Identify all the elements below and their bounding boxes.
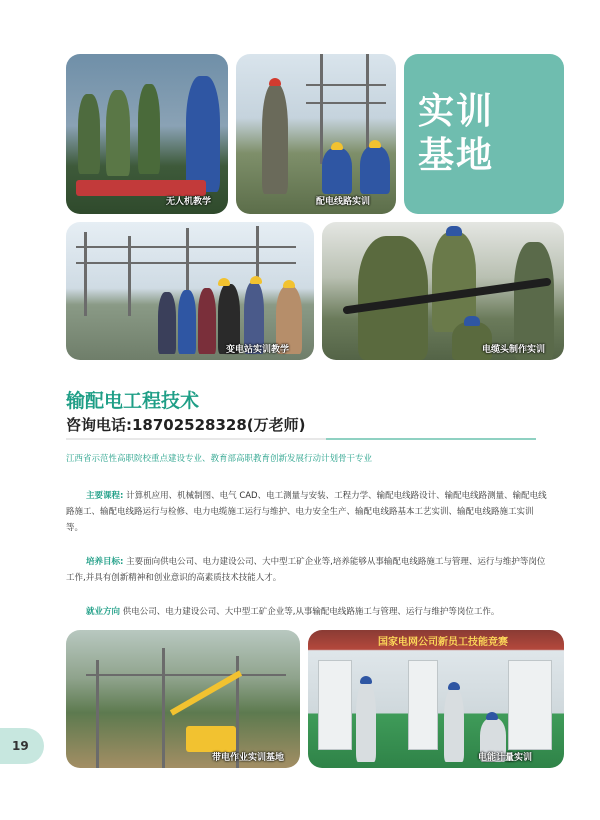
main-courses-label: 主要课程: [86, 491, 124, 501]
meter-cabinet [318, 660, 352, 750]
main-courses-paragraph [66, 488, 550, 536]
bucket-truck [186, 726, 236, 752]
photo-substation [66, 222, 314, 360]
employment-text: 供电公司、电力建设公司、大中型工矿企业等,从事输配电线路施工与管理、运行与维护等岗位工作。 [122, 607, 500, 617]
photo-caption: 电能计量实训 [478, 753, 533, 763]
meter-cabinet [508, 660, 552, 750]
contact-phone: 咨询电话:18702528328(万老师) [66, 416, 306, 434]
training-goals-paragraph [66, 554, 550, 586]
employment-paragraph [66, 604, 550, 620]
photo-cable-head [322, 222, 564, 360]
photo-distribution-line [236, 54, 396, 214]
competition-banner: 国家电网公司新员工技能竞赛 [378, 637, 508, 648]
page-number: 19 [0, 728, 44, 764]
meter-cabinet [408, 660, 438, 750]
photo-drone-teaching [66, 54, 228, 214]
photo-scene [66, 630, 300, 768]
photo-caption: 带电作业实训基地 [212, 753, 285, 763]
employment-label: 就业方向 [86, 607, 121, 617]
photo-live-working [66, 630, 300, 768]
main-courses-text: 计算机应用、机械制图、电气 CAD、电工测量与安装、工程力学、输配电线路设计、输配电线路测量、输配电线路施工、输配电线路运行与检修、电力电缆施工运行与维护、电力安全生产、输配电线路基本工艺实训、输配电线路施工实训等。 [66, 491, 547, 533]
title-line-2: 基地 [418, 135, 495, 176]
training-goals-label: 培养目标: [86, 557, 124, 567]
training-base-title [404, 54, 564, 214]
photo-caption: 无人机教学 [166, 197, 212, 207]
photo-energy-metering [308, 630, 564, 768]
training-goals-text: 主要面向供电公司、电力建设公司、大中型工矿企业等,培养能够从事输配电线路施工与管理、运行与维护等岗位工作,并具有创新精神和创业意识的高素质技术技能人才。 [66, 557, 546, 583]
divider-line [66, 438, 536, 440]
program-title: 输配电工程技术 [66, 390, 200, 412]
program-tagline: 江西省示范性高职院校重点建设专业、教育部高职教育创新发展行动计划骨干专业 [66, 454, 373, 464]
photo-caption: 配电线路实训 [316, 197, 371, 207]
title-line-1: 实训 [418, 91, 495, 132]
photo-caption: 电缆头制作实训 [482, 345, 546, 355]
photo-caption: 变电站实训教学 [226, 345, 290, 355]
